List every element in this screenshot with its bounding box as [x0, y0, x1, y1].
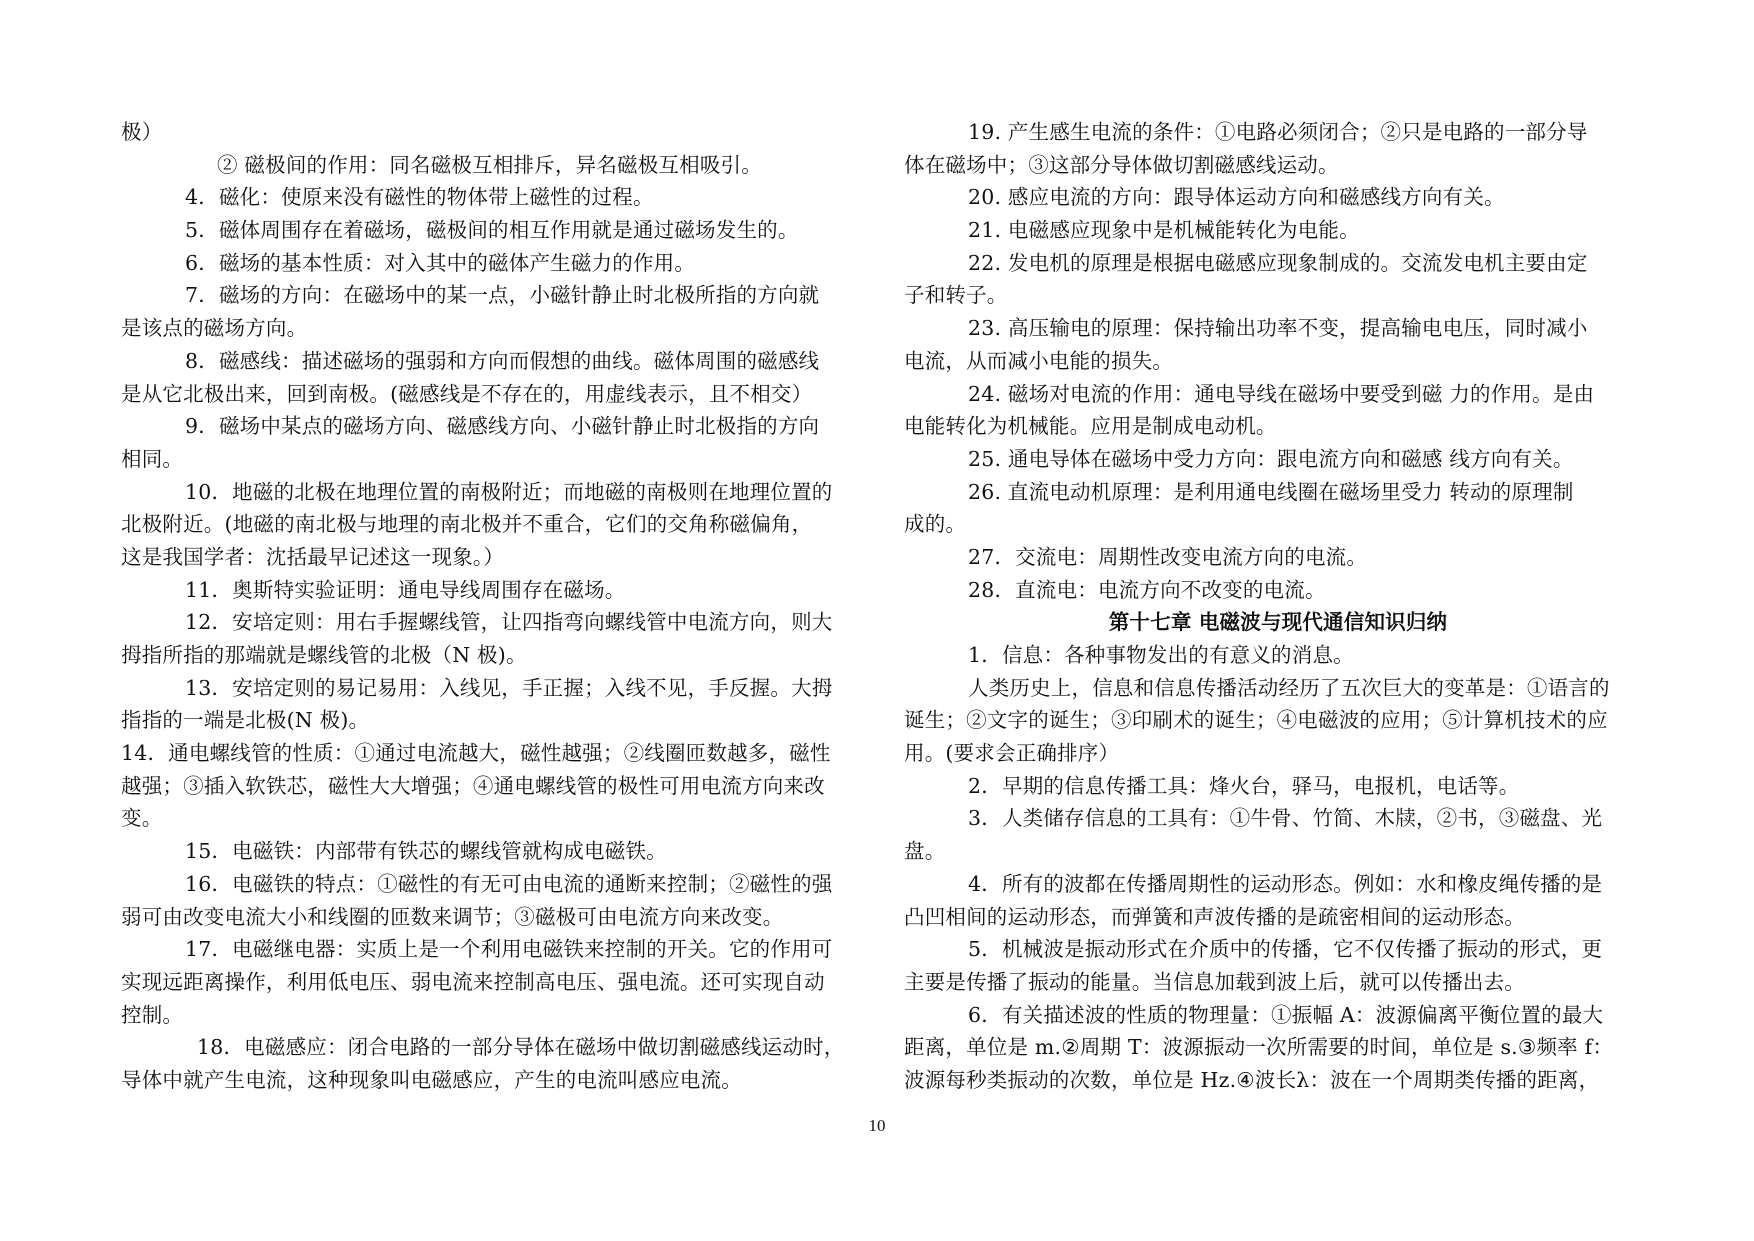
text-line: 14．通电螺线管的性质：①通过电流越大，磁性越强；②线圈匝数越多，磁性 — [121, 741, 831, 766]
text-line: 15．电磁铁：内部带有铁芯的螺线管就构成电磁铁。 — [185, 839, 667, 864]
text-line: 电流，从而减小电能的损失。 — [904, 348, 1174, 373]
text-line: 10．地磁的北极在地理位置的南极附近；而地磁的南极则在地理位置的 — [185, 479, 833, 504]
text-line: 5．磁体周围存在着磁场，磁极间的相互作用就是通过磁场发生的。 — [185, 218, 799, 243]
text-line: 是该点的磁场方向。 — [121, 316, 308, 341]
page-number: 10 — [868, 1116, 886, 1135]
text-line: 20. 感应电流的方向：跟导体运动方向和磁感线方向有关。 — [968, 185, 1505, 210]
text-line: 盘。 — [904, 839, 946, 864]
text-line: 6．磁场的基本性质：对入其中的磁体产生磁力的作用。 — [185, 250, 696, 275]
text-line: 弱可由改变电流大小和线圈的匝数来调节；③磁极可由电流方向来改变。 — [121, 904, 784, 929]
text-line: 12．安培定则：用右手握螺线管，让四指弯向螺线管中电流方向，则大 — [185, 610, 833, 635]
text-line: 子和转子。 — [904, 283, 1008, 308]
text-line: 控制。 — [121, 1002, 184, 1027]
text-line: 5．机械波是振动形式在介质中的传播，它不仅传播了振动的形式，更 — [968, 937, 1603, 962]
text-line: 人类历史上，信息和信息传播活动经历了五次巨大的变革是：①语言的 — [968, 675, 1610, 700]
text-line: 4．所有的波都在传播周期性的运动形态。例如：水和橡皮绳传播的是 — [968, 871, 1603, 896]
text-line: 凸凹相间的运动形态，而弹簧和声波传播的是疏密相间的运动形态。 — [904, 904, 1525, 929]
text-line: 13．安培定则的易记易用：入线见，手正握；入线不见，手反握。大拇 — [185, 675, 833, 700]
text-line: 1．信息：各种事物发出的有意义的消息。 — [968, 643, 1354, 667]
text-line: 北极附近。(地磁的南北极与地理的南北极并不重合，它们的交角称磁偏角， — [121, 512, 813, 537]
right-column — [904, 116, 1652, 1097]
text-line: 28．直流电：电流方向不改变的电流。 — [968, 577, 1326, 602]
text-line: 电能转化为机械能。应用是制成电动机。 — [904, 414, 1277, 439]
text-line: 26. 直流电动机原理：是利用通电线圈在磁场里受力 转动的原理制 — [968, 479, 1574, 504]
text-line: 实现远距离操作，利用低电压、弱电流来控制高电压、强电流。还可实现自动 — [121, 969, 825, 994]
text-line: 变。 — [121, 806, 163, 831]
text-line: 19. 产生感生电流的条件：①电路必须闭合；②只是电路的一部分导 — [968, 120, 1588, 144]
text-line: 9．磁场中某点的磁场方向、磁感线方向、小磁针静止时北极指的方向 — [185, 414, 820, 439]
text-line: 相同。 — [121, 446, 184, 471]
text-line: 距离，单位是 m.②周期 T：波源振动一次所需要的时间，单位是 s.③频率 f： — [904, 1035, 1614, 1060]
text-line: 主要是传播了振动的能量。当信息加载到波上后，就可以传播出去。 — [904, 969, 1525, 994]
text-line: 诞生；②文字的诞生；③印刷术的诞生；④电磁波的应用；⑤计算机技术的应 — [904, 708, 1608, 733]
text-line: 体在磁场中；③这部分导体做切割磁感线运动。 — [904, 152, 1339, 177]
text-line: 21. 电磁感应现象中是机械能转化为电能。 — [968, 218, 1360, 243]
text-line: 25. 通电导体在磁场中受力方向：跟电流方向和磁感 线方向有关。 — [968, 446, 1574, 471]
text-line: 16．电磁铁的特点：①磁性的有无可由电流的通断来控制；②磁性的强 — [185, 871, 833, 896]
text-line: 指指的一端是北极(N 极)。 — [121, 708, 370, 733]
text-line: 7．磁场的方向：在磁场中的某一点，小磁针静止时北极所指的方向就 — [185, 283, 820, 308]
text-line: 17．电磁继电器：实质上是一个利用电磁铁来控制的开关。它的作用可 — [185, 937, 833, 962]
text-line: 这是我国学者：沈括最早记述这一现象。） — [121, 544, 505, 569]
text-line: 波源每秒类振动的次数，单位是 Hz.④波长λ：波在一个周期类传播的距离， — [904, 1067, 1600, 1092]
text-line: ② 磁极间的作用：同名磁极互相排斥，异名磁极互相吸引。 — [217, 152, 762, 177]
left-column — [121, 116, 866, 1097]
text-line: 用。(要求会正确排序） — [904, 741, 1120, 766]
text-line: 8．磁感线：描述磁场的强弱和方向而假想的曲线。磁体周围的磁感线 — [185, 348, 820, 373]
text-line: 27．交流电：周期性改变电流方向的电流。 — [968, 544, 1368, 569]
text-line: 是从它北极出来，回到南极。(磁感线是不存在的，用虚线表示，且不相交） — [121, 381, 813, 406]
text-line: 4．磁化：使原来没有磁性的物体带上磁性的过程。 — [185, 185, 654, 210]
chapter-heading: 第十七章 电磁波与现代通信知识归纳 — [1108, 610, 1448, 635]
text-line: 成的。 — [904, 512, 967, 537]
text-line: 拇指所指的那端就是螺线管的北极（N 极)。 — [121, 643, 527, 667]
text-line: 11．奥斯特实验证明：通电导线周围存在磁场。 — [185, 577, 626, 602]
text-line: 越强；③插入软铁芯，磁性大大增强；④通电螺线管的极性可用电流方向来改 — [121, 773, 825, 798]
text-line: 22. 发电机的原理是根据电磁感应现象制成的。交流发电机主要由定 — [968, 250, 1588, 275]
text-line: 3．人类储存信息的工具有：①牛骨、竹简、木牍，②书，③磁盘、光 — [968, 806, 1603, 831]
text-line: 导体中就产生电流，这种现象叫电磁感应，产生的电流叫感应电流。 — [121, 1067, 742, 1092]
text-line: 18．电磁感应：闭合电路的一部分导体在磁场中做切割磁感线运动时， — [197, 1035, 845, 1060]
text-line: 2．早期的信息传播工具：烽火台，驿马，电报机，电话等。 — [968, 773, 1520, 798]
text-line: 24. 磁场对电流的作用：通电导线在磁场中要受到磁 力的作用。是由 — [968, 381, 1595, 406]
text-line: 6．有关描述波的性质的物理量：①振幅 A：波源偏离平衡位置的最大 — [968, 1002, 1604, 1027]
text-line: 极） — [121, 120, 163, 144]
text-line: 23. 高压输电的原理：保持输出功率不变，提高输电电压，同时减小 — [968, 316, 1588, 341]
